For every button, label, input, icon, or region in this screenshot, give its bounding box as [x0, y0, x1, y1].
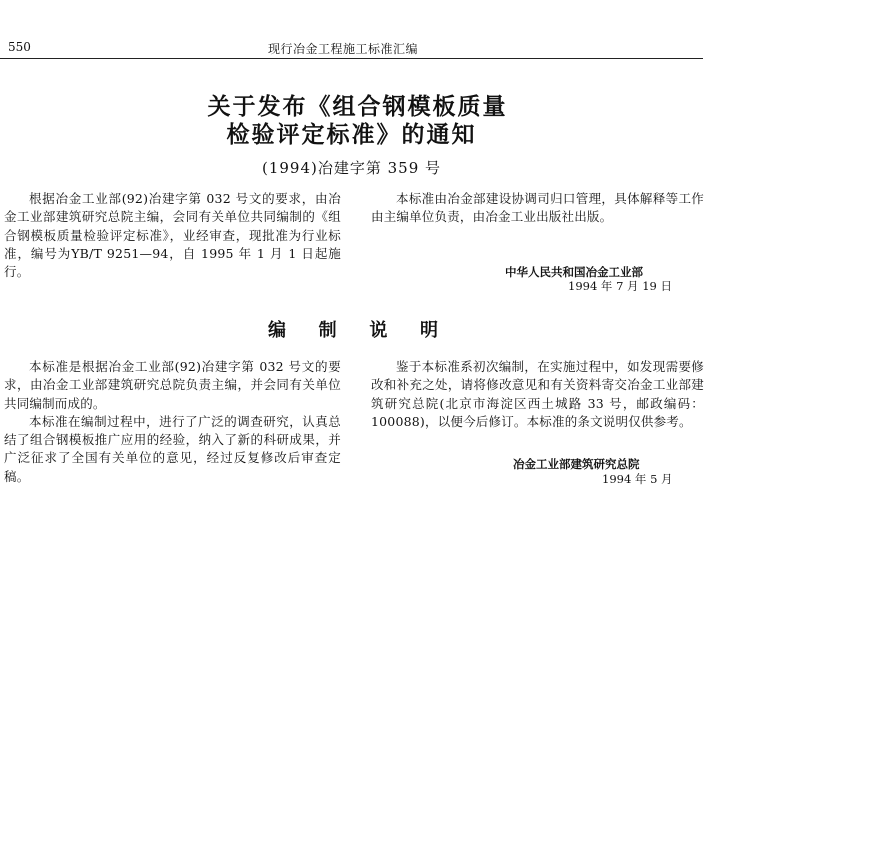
explanation-left-column: [4, 358, 341, 486]
page-number: 550: [8, 40, 31, 54]
explanation-right-column: [371, 358, 704, 431]
section-title-char: 说: [369, 320, 388, 341]
section-title-char: 明: [419, 320, 438, 341]
explanation-left-paragraph-1: 本标准是根据冶金工业部(92)冶建字第 032 号文的要求，由冶金工业部建筑研究总院负责主编，并会同有关单位共同编制而成的。: [4, 359, 341, 411]
notice-right-paragraph: 本标准由冶金部建设协调司归口管理，具体解释等工作由主编单位负责，由冶金工业出版社出版。: [371, 191, 704, 225]
header-rule: [0, 58, 703, 59]
notice-signature-org: 中华人民共和国冶金工业部: [505, 265, 643, 279]
explanation-signature-date: 1994 年 5 月: [602, 472, 673, 486]
notice-left-paragraph: 根据冶金工业部(92)冶建字第 032 号文的要求，由冶金工业部建筑研究总院主编，会同有关单位共同编制的《组合钢模板质量检验评定标准》，业经审查，现批准为行业标准，编号为YB/T 9251—94，自 1995 年 1 月 1 日起施行。: [4, 191, 341, 280]
running-head: 现行冶金工程施工标准汇编: [268, 42, 419, 56]
explanation-signature-org: 冶金工业部建筑研究总院: [513, 457, 640, 471]
section-title: [268, 316, 438, 342]
notice-right-column: [371, 190, 704, 227]
document-number: (1994)冶建字第 359 号: [261, 159, 442, 177]
notice-title-line-1: 关于发布《组合钢模板质量: [207, 93, 508, 120]
explanation-right-paragraph: 鉴于本标准系初次编制，在实施过程中，如发现需要修改和补充之处，请将修改意见和有关资料寄交冶金工业部建筑研究总院(北京市海淀区西土城路 33 号，邮政编码：100088)，以便今后修订。本标准的条文说明仅供参考。: [371, 359, 704, 429]
notice-title-line-2: 检验评定标准》的通知: [226, 121, 477, 148]
notice-left-column: [4, 190, 341, 281]
section-title-char: 编: [268, 320, 286, 341]
notice-signature-date: 1994 年 7 月 19 日: [568, 279, 672, 293]
section-title-char: 制: [318, 320, 337, 341]
explanation-left-paragraph-2: 本标准在编制过程中，进行了广泛的调查研究，认真总结了组合钢模板推广应用的经验，纳入了新的科研成果，并广泛征求了全国有关单位的意见，经过反复修改后审查定稿。: [4, 413, 341, 484]
